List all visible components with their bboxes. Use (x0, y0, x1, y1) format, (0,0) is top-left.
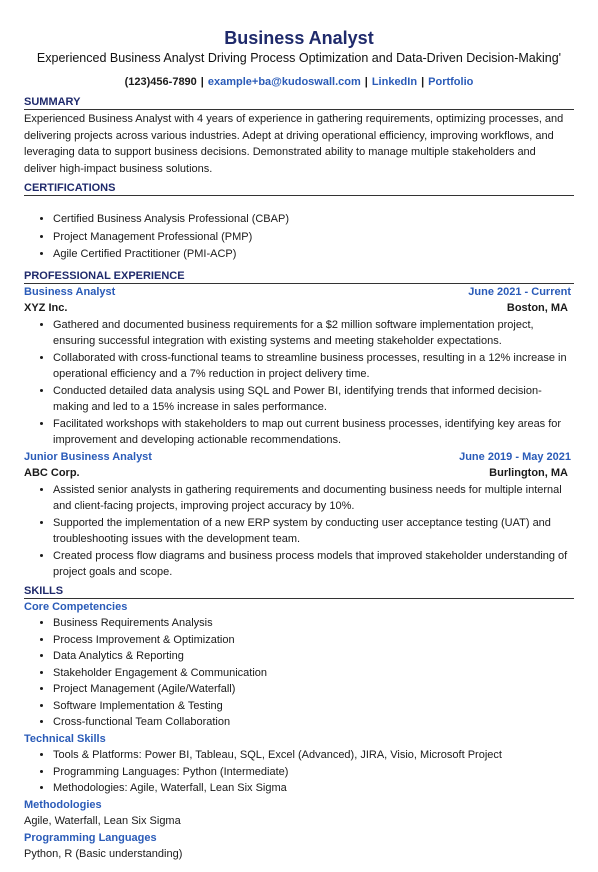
certifications-heading: CERTIFICATIONS (24, 182, 574, 196)
technical-skills-heading: Technical Skills (24, 732, 106, 745)
core-competencies-heading: Core Competencies (24, 600, 128, 613)
summary-line: delivering projects across various industries. Adept at driving operational efficiency, improving workflows, and (24, 129, 554, 142)
list-item (53, 416, 574, 449)
linkedin-link[interactable]: LinkedIn (371, 76, 418, 88)
portfolio-link[interactable]: Portfolio (428, 76, 474, 88)
skills-heading: SKILLS (24, 585, 574, 599)
job-company-row (24, 300, 574, 317)
bullet-line: Assisted senior analysts in gathering requirements and documenting business needs for multiple internal (53, 483, 562, 496)
email-link[interactable]: example+ba@kudoswall.com (207, 76, 361, 88)
bullet-line: Created process flow diagrams and business process models that improved stakeholder understanding of (53, 549, 568, 562)
programming-languages-heading: Programming Languages (24, 831, 157, 844)
summary-heading: SUMMARY (24, 96, 574, 110)
methodologies-heading: Methodologies (24, 798, 102, 811)
list-item: • Process Improvement & Optimization (53, 632, 574, 649)
resume-body (24, 96, 574, 863)
job-bullets (24, 482, 574, 581)
bullet-line: Conducted detailed data analysis using SQL and Power BI, identifying trends that informed decision- (53, 384, 542, 397)
job-entry (24, 449, 574, 581)
job-location: Burlington, MA (489, 467, 568, 479)
list-item: • Tools & Platforms: Power BI, Tableau, SQL, Excel (Advanced), JIRA, Visio, Microsoft Project (53, 747, 574, 764)
tagline: Experienced Business Analyst Driving Process Optimization and Data-Driven Decision-Making' (36, 51, 562, 65)
bullet-line: Facilitated workshops with stakeholders to map out current business processes, identifying key areas for (53, 417, 562, 430)
bullet-line: Gathered and documented business requirements for a $2 million software implementation project, (53, 318, 534, 331)
job-role: Junior Business Analyst (24, 450, 152, 463)
job-dates: June 2021 - Current (468, 285, 571, 298)
job-bullets (24, 317, 574, 449)
list-item (53, 548, 574, 581)
bullet-line: improvement and developing actionable recommendations. (53, 434, 342, 446)
summary-line: deliver high-impact business solutions. (24, 162, 213, 175)
list-item: • Certified Business Analysis Professional (CBAP) (53, 211, 574, 228)
job-company-row (24, 465, 574, 482)
summary-line: leveraging data to support business decisions. Demonstrated ability to manage multiple stakeholders and (24, 146, 536, 158)
candidate-title: Business Analyst (224, 28, 374, 48)
job-company: ABC Corp. (24, 467, 80, 479)
contact-line (0, 75, 598, 89)
list-item: • Agile Certified Practitioner (PMI-ACP) (53, 246, 574, 263)
separator: | (364, 76, 368, 88)
experience-heading: PROFESSIONAL EXPERIENCE (24, 270, 574, 284)
technical-skills-list (24, 747, 574, 797)
methodologies-text: Agile, Waterfall, Lean Six Sigma (24, 815, 181, 827)
list-item (53, 383, 574, 416)
job-entry (24, 284, 574, 449)
summary-line: Experienced Business Analyst with 4 years of experience in gathering requirements, optimizing processes, and (24, 113, 564, 125)
summary-text (24, 111, 574, 177)
resume-header (0, 0, 598, 89)
list-item: • Business Requirements Analysis (53, 615, 574, 632)
job-role: Business Analyst (24, 285, 116, 298)
list-item: • Programming Languages: Python (Intermediate) (53, 764, 574, 781)
list-item: • Project Management Professional (PMP) (53, 229, 574, 246)
bullet-line: project goals and scope. (53, 566, 173, 578)
job-location: Boston, MA (506, 302, 568, 314)
separator: | (200, 76, 204, 88)
list-item (53, 482, 574, 515)
certifications-list (24, 211, 574, 263)
list-item (53, 350, 574, 383)
phone: (123)456-7890 (124, 76, 197, 88)
job-header (24, 284, 574, 301)
list-item: • Software Implementation & Testing (53, 698, 574, 715)
bullet-line: operational efficiency and a 7% reduction in project delivery time. (53, 368, 370, 380)
bullet-line: ensuring successful integration with existing systems and meeting stakeholder expectations. (53, 335, 502, 347)
programming-languages-text: Python, R (Basic understanding) (24, 848, 183, 860)
job-header (24, 449, 574, 466)
list-item: • Stakeholder Engagement & Communication (53, 665, 574, 682)
separator: | (421, 76, 425, 88)
list-item: • Methodologies: Agile, Waterfall, Lean Six Sigma (53, 780, 574, 797)
job-dates: June 2019 - May 2021 (459, 450, 571, 463)
list-item: • Data Analytics & Reporting (53, 648, 574, 665)
list-item (53, 515, 574, 548)
core-competencies-list (24, 615, 574, 731)
list-item: • Cross-functional Team Collaboration (53, 714, 574, 731)
list-item: • Project Management (Agile/Waterfall) (53, 681, 574, 698)
bullet-line: troubleshooting issues with the development team. (53, 533, 301, 545)
job-company: XYZ Inc. (24, 302, 68, 314)
list-item (53, 317, 574, 350)
bullet-line: Collaborated with cross-functional teams to streamline business processes, resulting in a 12% increase in (53, 351, 567, 364)
bullet-line: and client-facing projects, improving project accuracy by 10%. (53, 500, 355, 512)
bullet-line: Supported the implementation of a new ERP system by conducting user acceptance testing (UAT) and (53, 516, 551, 529)
bullet-line: making and led to a 15% increase in sales performance. (53, 401, 327, 413)
